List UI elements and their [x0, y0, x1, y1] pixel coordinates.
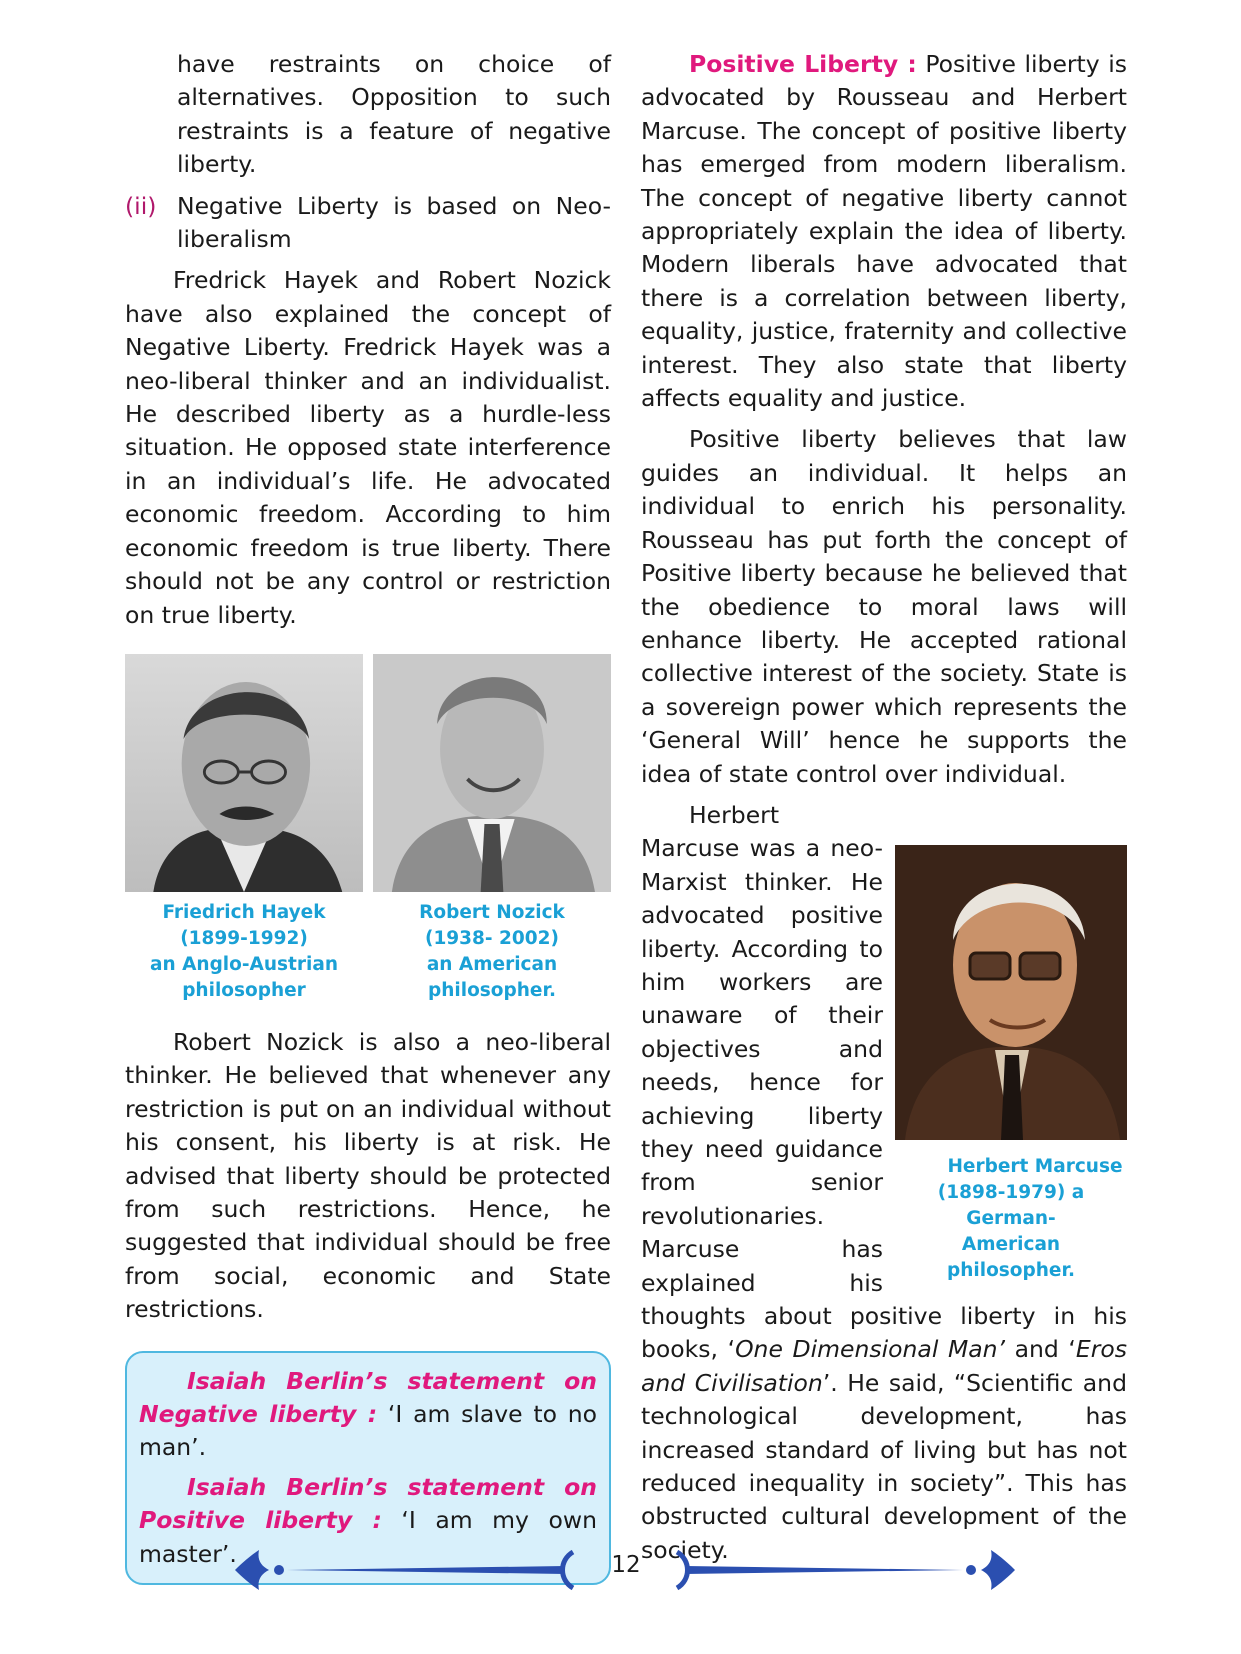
marcuse-caption: Herbert Marcuse (1898-1979) a German- American philosopher.: [937, 1155, 1123, 1281]
nozick-caption: Robert Nozick (1938- 2002) an American philosopher.: [419, 901, 565, 1001]
quote-negative-label: Isaiah Berlin’s statement on Negative liberty :: [139, 1366, 597, 1428]
marcuse-portrait: [895, 845, 1127, 1140]
quote-negative: [139, 1365, 597, 1465]
quote-positive-label: Isaiah Berlin’s statement on Positive liberty :: [139, 1472, 597, 1535]
marcuse-text-end: ’. He said, “Scientific and technological development, has increased standard of living but has not reduced inequality in society”. This has obstructed cultural development of the society.: [641, 1368, 1127, 1564]
quote-positive-text: ‘I am my own master’.: [139, 1506, 597, 1568]
quote-negative-text: ‘I am slave to no man’.: [139, 1399, 598, 1462]
and-text: and ‘: [1004, 1335, 1076, 1364]
list-item-text: Negative Liberty is based on Neo-liberalism: [177, 191, 611, 254]
page-number: 12: [611, 1552, 641, 1578]
photo-row: [125, 654, 611, 1004]
hayek-caption: Friedrich Hayek (1899-1992) an Anglo-Austrian philosopher: [149, 901, 339, 1001]
marcuse-text-start: Herbert Marcuse was a neo-Marxist thinker. He advocated positive liberty. According to him workers are unaware of their objectives and needs, hence for achieving liberty they need guidance from senior revolutionaries. Marcuse has explained his thoughts about positive liberty in his books, ‘: [641, 800, 1127, 1364]
page-footer: [235, 1546, 1015, 1594]
marcuse-paragraph: [641, 799, 1127, 1567]
section-heading: Positive Liberty :: [689, 50, 917, 78]
book-title-one-dimensional-man: One Dimensional Man’: [735, 1335, 1005, 1364]
continued-text: have restraints on choice of alternatives. Opposition to such restraints is a feature of negative liberty.: [177, 50, 611, 179]
positive-liberty-text: Positive liberty is advocated by Rousseau and Herbert Marcuse. The concept of positive liberty has emerged from modern liberalism. The concept of negative liberty cannot appropriately explain the idea of liberty. Modern liberals have advocated that there is a correlation between liberty, equality, justice, fraternity and collective interest. They also state that liberty affects equality and justice.: [641, 50, 1127, 413]
hayek-portrait: [125, 654, 363, 892]
hayek-paragraph: Fredrick Hayek and Robert Nozick have also explained the concept of Negative Liberty. Fredrick Hayek was a neo-liberal thinker and an individualist. He described liberty as a hurdle-less situation. He opposed state interference in an individual’s life. He advocated economic freedom. According to him economic freedom is true liberty. There should not be any control or restriction on true liberty.: [125, 266, 611, 629]
book-title-eros-and-civilisation: Eros and Civilisation: [641, 1335, 1127, 1397]
nozick-portrait: [373, 654, 611, 892]
hayek-figure: [125, 654, 363, 1004]
list-item-ii: [125, 190, 611, 257]
nozick-figure: [373, 654, 611, 1004]
rousseau-paragraph: Positive liberty believes that law guides an individual. It helps an individual to enrich his personality. Rousseau has put forth the concept of Positive liberty because he believed that the obedience to moral laws will enhance liberty. He accepted rational collective interest of the society. State is a sovereign power which represents the ‘General Will’ hence he supports the idea of state control over individual.: [641, 425, 1127, 788]
left-column: [125, 48, 611, 1585]
marcuse-figure: [895, 845, 1127, 1284]
positive-liberty-paragraph: [641, 48, 1127, 415]
right-column: [641, 48, 1127, 1567]
list-number: (ii): [125, 191, 157, 220]
nozick-paragraph: Robert Nozick is also a neo-liberal thinker. He believed that whenever any restriction is put on an individual without his consent, his liberty is at risk. He advised that liberty should be protected from such restrictions. Hence, he suggested that individual should be free from social, economic and State restrictions.: [125, 1027, 611, 1324]
